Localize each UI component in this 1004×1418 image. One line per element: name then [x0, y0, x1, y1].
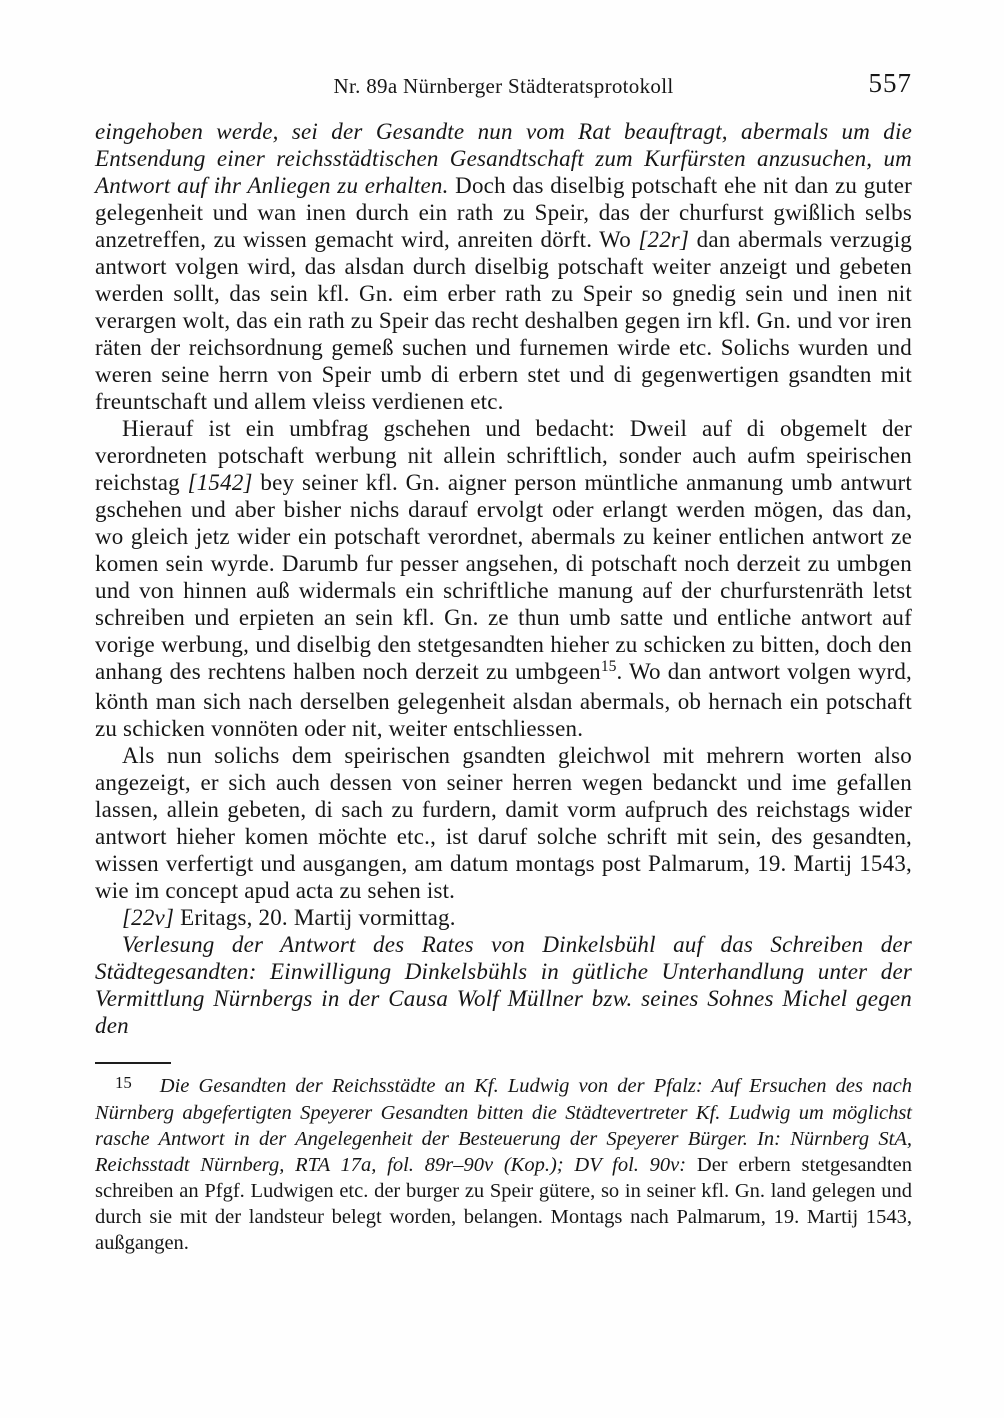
text-run: [1542] [187, 470, 253, 495]
text-run: [22r] [638, 227, 690, 252]
text-run: Eritags, 20. Martij vormittag. [174, 905, 456, 930]
running-head [95, 68, 912, 106]
footnote-separator-rule [95, 1062, 171, 1064]
text-run: Verlesung der Antwort des Rates von Dinkelsbühl auf das Schreiben der Städtegesandten: Einwilligung Dinkelsbühls in gütliche Unterhandlung unter der Vermittlung Nürnbergs in der Causa Wolf Müllner bzw. seines Sohnes Michel gegen den [95, 932, 912, 1038]
text-run: . Wo dan antwort volgen wyrd, könth man sich nach derselben gelegenheit alsdan abermals, ob hernach ein potschaft zu schicken vonnöten oder nit, weiter entschliessen. [95, 659, 912, 741]
text-run: [22v] [122, 905, 175, 930]
text-run: dan abermals verzugig antwort volgen wird, das alsdan durch diselbig potschaft weiter anzeigt und gebeten werden sollt, das sein kfl. Gn. eim erber rath zu Speir so gnedig sein und inen nit verargen wolt, das ein rath zu Speir das recht deshalben gegen irn kfl. Gn. und vor iren räten der reichsordnung gemeß suchen und furnemen wirde etc. Solichs wurden und weren seine herrn von Speir umb di erbern stet und di gegenwertigen gsandten mit freuntschaft und allem vleiss verdienen etc. [95, 227, 912, 414]
footnote-15 [95, 1073, 912, 1256]
text-run: Doch das diselbig potschaft ehe nit dan zu guter gelegenheit und wan inen durch ein rath zu Speir, das der churfurst gwißlich selbs anzetreffen, zu wissen gemacht wird, anreiten dörft. Wo [95, 173, 912, 252]
footnote-reference: 15 [600, 658, 617, 676]
footnote-text [95, 1075, 912, 1254]
footnote-number: 15 [115, 1073, 132, 1093]
main-text [95, 118, 912, 1039]
paragraph [95, 904, 912, 931]
paragraph [95, 931, 912, 1039]
page-number: 557 [868, 68, 912, 98]
paragraph [95, 118, 912, 415]
running-header-title: Nr. 89a Nürnberger Städteratsprotokoll [333, 74, 674, 98]
paragraph [95, 742, 912, 904]
paragraph [95, 415, 912, 742]
text-run: Hierauf ist ein umbfrag gschehen und bedacht: Dweil auf di obgemelt der verordneten potschaft werbung nit allein schriftlich, sonder auch aufm speirischen reichstag [95, 416, 912, 495]
text-run: eingehoben werde, sei der Gesandte nun vom Rat beauftragt, abermals um die Entsendung einer reichsstädtischen Gesandtschaft zum Kurfürsten anzusuchen, um Antwort auf ihr Anliegen zu erhalten. [95, 119, 912, 198]
text-run: Die Gesandten der Reichsstädte an Kf. Ludwig von der Pfalz: Auf Ersuchen des nach Nürnberg abgefertigten Speyerer Gesandten bitten die Städtevertreter Kf. Ludwig um möglichst rasche Antwort in der Angelegenheit der Besteuerung der Speyerer Bürger. In: Nürnberg StA, Reichsstadt Nürnberg, RTA 17a, fol. 89r–90v (Kop.); DV fol. 90v: [95, 1075, 912, 1176]
text-run: bey seiner kfl. Gn. aigner person müntliche anmanung umb antwurt gschehen und aber bisher nichs darauf ervolgt oder erlangt werden mögen, das dan, wo gleich jetz wider ein potschaft verordnet, abermals zu keiner entlichen antwort ze komen sein wyrde. Darumb fur pesser angsehen, di potschaft noch derzeit zu umbgen und von hinnen auß widermals ein schriftliche manung auf der churfurstenräth letst schreiben und erpieten an sein kfl. Gn. ze thun umb satte und entliche antwort auf vorige werbung, und diselbig den stetgesandten hieher zu schicken zu bitten, doch den anhang des rechtens halben noch derzeit zu umbgeen [95, 470, 913, 684]
footnote-section [95, 1062, 912, 1256]
text-run: Der erbern stetgesandten schreiben an Pfgf. Ludwigen etc. der burger zu Speir gütere, so in seiner kfl. Gn. land gelegen und durch sie mit der landsteur belegt worden, belangen. Montags nach Palmarum, 19. Martij 1543, außgangen. [95, 1154, 912, 1254]
text-run: Als nun solichs dem speirischen gsandten gleichwol mit mehrern worten also angezeigt, er sich auch dessen von seiner herren wegen bedanckt und ime gefallen lassen, allein gebeten, di sach zu furdern, damit vorm aufpruch des reichstags wider antwort hieher komen möchte etc., ist daruf solche schrift mit sein, des gesandten, wissen verfertigt und ausgangen, am datum montags post Palmarum, 19. Martij 1543, wie im concept apud acta zu sehen ist. [95, 743, 912, 903]
